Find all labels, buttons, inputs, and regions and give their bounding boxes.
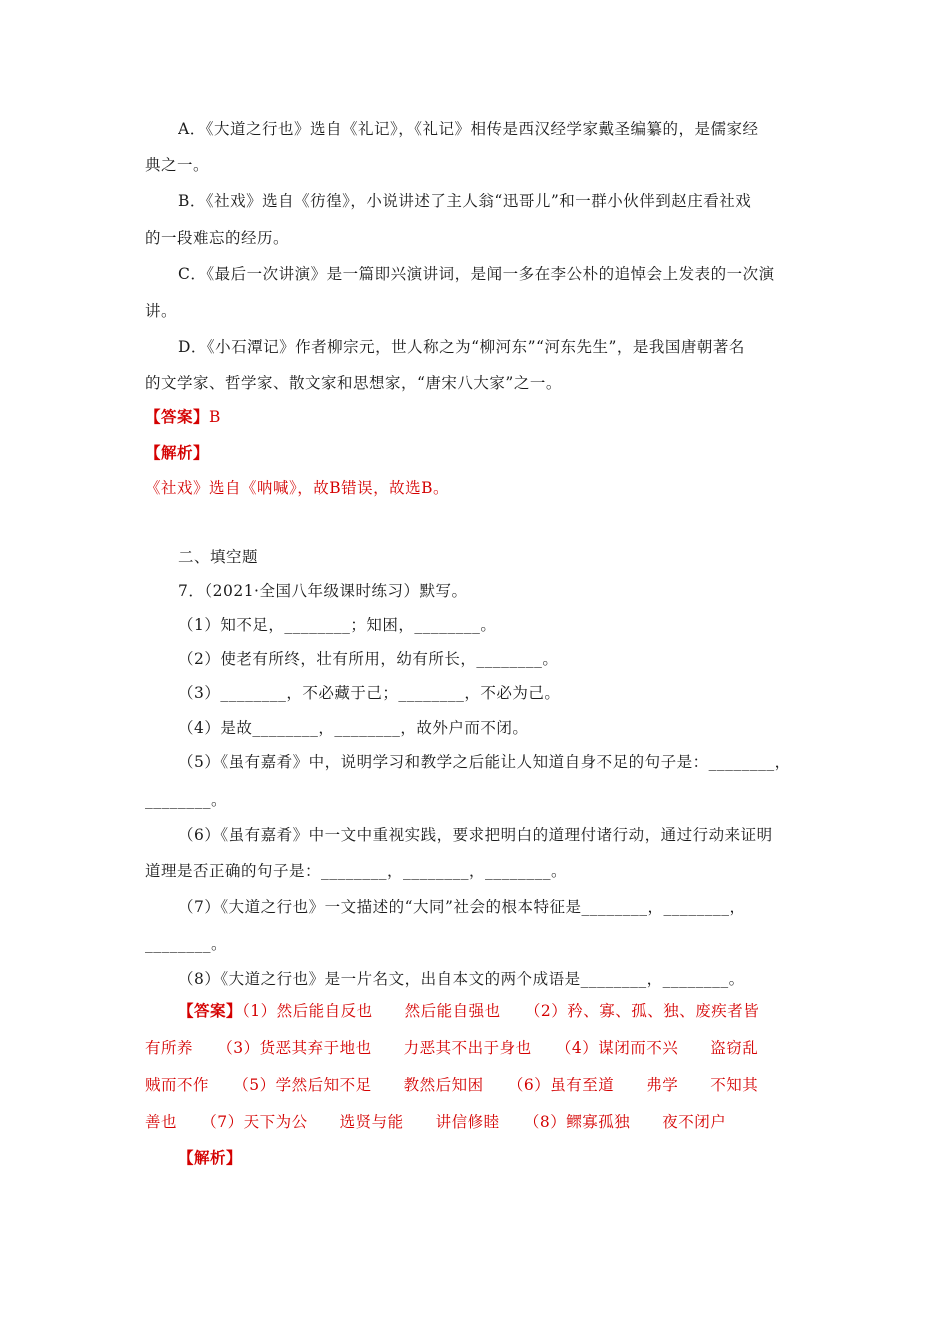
q7-sub-7-line-2: ________。 bbox=[145, 935, 228, 953]
q7-sub-1: （1）知不足，________；知困，________。 bbox=[178, 616, 497, 634]
option-a-line-1: A．《大道之行也》选自《礼记》，《礼记》相传是西汉经学家戴圣编纂的，是儒家经 bbox=[178, 120, 759, 138]
q6-analysis-text: 《社戏》选自《呐喊》，故B错误，故选B。 bbox=[145, 479, 450, 497]
q7-analysis-label: 【解析】 bbox=[178, 1148, 243, 1167]
q7-sub-2: （2）使老有所终，壮有所用，幼有所长，________。 bbox=[178, 650, 559, 668]
option-c-line-2: 讲。 bbox=[145, 302, 178, 320]
q6-answer bbox=[145, 406, 815, 428]
option-d-line-1: D．《小石潭记》作者柳宗元，世人称之为“柳河东”“河东先生”，是我国唐朝著名 bbox=[178, 338, 745, 356]
q6-answer-label: 【答案】 bbox=[145, 407, 210, 426]
q6-answer-value: B bbox=[209, 408, 221, 426]
q7-answer-line-2: 有所养 （3）货恶其弃于地也 力恶其不出于身也 （4）谋闭而不兴 盗窃乱 bbox=[145, 1039, 759, 1057]
option-b-line-2: 的一段难忘的经历。 bbox=[145, 229, 290, 247]
q7-answer-line-1 bbox=[178, 1000, 815, 1022]
option-d-line-2: 的文学家、哲学家、散文家和思想家，“唐宋八大家”之一。 bbox=[145, 374, 562, 392]
q7-sub-7-line-1: （7）《大道之行也》一文描述的“大同”社会的根本特征是________，________， bbox=[178, 898, 746, 916]
q7-sub-6-line-1: （6）《虽有嘉肴》中一文中重视实践，要求把明白的道理付诸行动，通过行动来证明 bbox=[178, 826, 773, 844]
q7-answer-text-1: （1）然后能自反也 然后能自强也 （2）矜、寡、孤、独、废疾者皆 bbox=[242, 1002, 760, 1020]
option-c-line-1: C．《最后一次讲演》是一篇即兴演讲词，是闻一多在李公朴的追悼会上发表的一次演 bbox=[178, 265, 775, 283]
option-b-line-1: B．《社戏》选自《彷徨》，小说讲述了主人翁“迅哥儿”和一群小伙伴到赵庄看社戏 bbox=[178, 192, 752, 210]
q7-answer-line-3: 贼而不作 （5）学然后知不足 教然后知困 （6）虽有至道 弗学 不知其 bbox=[145, 1076, 759, 1094]
section-title-fill-blank: 二、填空题 bbox=[178, 548, 259, 566]
q7-stem: 7．（2021·全国八年级课时练习）默写。 bbox=[178, 582, 468, 600]
q7-sub-5-line-2: ________。 bbox=[145, 791, 228, 809]
q7-sub-4: （4）是故________，________，故外户而不闭。 bbox=[178, 719, 529, 737]
q7-answer-line-4: 善也 （7）天下为公 选贤与能 讲信修睦 （8）鳏寡孤独 夜不闭户 bbox=[145, 1113, 727, 1131]
option-a-line-2: 典之一。 bbox=[145, 156, 210, 174]
q7-sub-8: （8）《大道之行也》是一片名文，出自本文的两个成语是________，________。 bbox=[178, 970, 745, 988]
q7-answer-label: 【答案】 bbox=[178, 1001, 243, 1020]
q6-analysis-label: 【解析】 bbox=[145, 443, 210, 462]
q7-sub-5-line-1: （5）《虽有嘉肴》中，说明学习和教学之后能让人知道自身不足的句子是：________， bbox=[178, 753, 791, 771]
q7-sub-6-line-2: 道理是否正确的句子是：________，________，________。 bbox=[145, 862, 568, 880]
q7-sub-3: （3）________，不必藏于己；________，不必为己。 bbox=[178, 684, 561, 702]
